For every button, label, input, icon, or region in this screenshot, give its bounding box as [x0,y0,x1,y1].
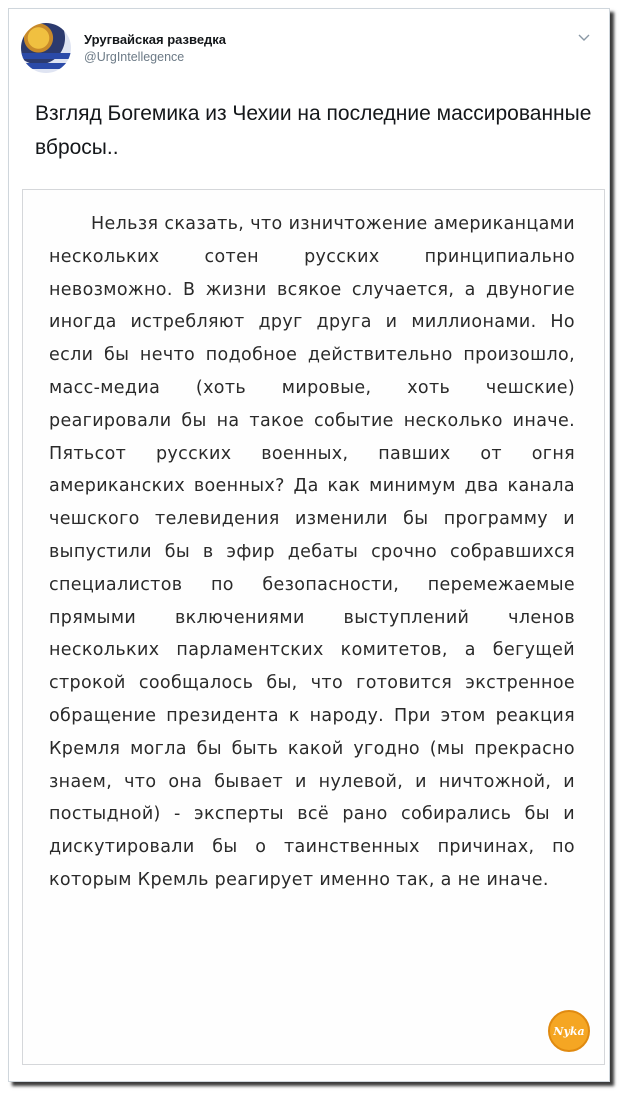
avatar-stripe [21,63,71,69]
author-name[interactable]: Уругвайская разведка [84,32,227,47]
tweet-header [21,23,597,79]
tweet-text: Взгляд Богемика из Чехии на последние массированные вбросы.. [35,102,592,159]
article-text: Нельзя сказать, что изничтожение американцами нескольких сотен русских принципиально невозможно. В жизни всякое случается, а двуногие иногда истребляют друг друга и миллионами. Но если бы нечто подобное действительно произошло, масс-медиа (хоть мировые, хоть чешские) реагировали бы на такое событие несколько иначе. Пятьсот русских военных, павших от огня американских военных? Да как минимум два канала чешского телевидения изменили бы программу и выпустили бы в эфир дебаты срочно собравшихся специалистов по безопасности, перемежаемые прямыми включениями выступлений членов нескольких парламентских комитетов, а бегущей строкой сообщалось бы, что готовится экстренное обращение президента к народу. При этом реакция Кремля могла бы быть какой угодно (мы прекрасно знаем, что она бывает и нулевой, и ничтожной, и постыдной) - эксперты всё рано собирались бы и дискутировали бы о таинственных причинах, по которым Кремль реагирует именно так, а не иначе. [49,214,575,890]
author-handle[interactable]: @UrgIntellegence [84,50,185,64]
watermark-logo: Nyka [548,1010,590,1052]
avatar[interactable] [21,23,71,73]
tweet-card [8,8,610,1082]
tweet-media-image[interactable] [22,189,605,1065]
chevron-down-icon[interactable] [575,29,593,47]
avatar-stripe [21,53,71,59]
